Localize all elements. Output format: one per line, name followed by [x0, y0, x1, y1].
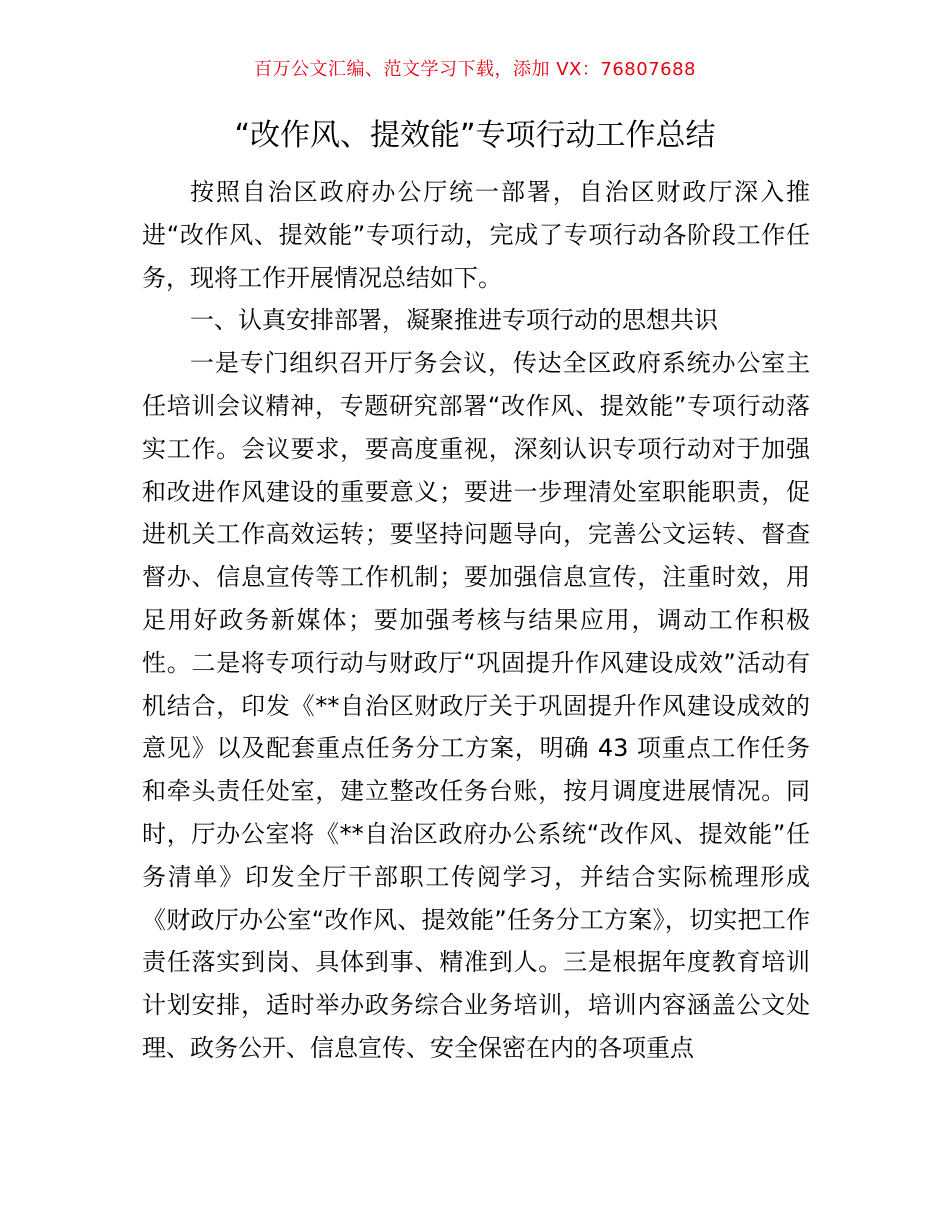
intro-paragraph: 按照自治区政府办公厅统一部署，自治区财政厅深入推进“改作风、提效能”专项行动，完成了专项行动各阶段工作任务，现将工作开展情况总结如下。: [142, 178, 810, 292]
body-paragraph: 一是专门组织召开厅务会议，传达全区政府系统办公室主任培训会议精神，专题研究部署“改作风、提效能”专项行动落实工作。会议要求，要高度重视，深刻认识专项行动对于加强和改进作风建设的重要意义；要进一步理清处室职能职责，促进机关工作高效运转；要坚持问题导向，完善公文运转、督查督办、信息宣传等工作机制；要加强信息宣传，注重时效，用足用好政务新媒体；要加强考核与结果应用，调动工作积极性。二是将专项行动与财政厅“巩固提升作风建设成效”活动有机结合，印发《**自治区财政厅关于巩固提升作风建设成效的意见》以及配套重点任务分工方案，明确 43 项重点工作任务和牵头责任处室，建立整改任务台账，按月调度进展情况。同时，厅办公室将《**自治区政府办公系统“改作风、提效能”任务清单》印发全厅干部职工传阅学习，并结合实际梳理形成《财政厅办公室“改作风、提效能”任务分工方案》，切实把工作责任落实到岗、具体到事、精准到人。三是根据年度教育培训计划安排，适时举办政务综合业务培训，培训内容涵盖公文处理、政务公开、信息宣传、安全保密在内的各项重点: [142, 349, 810, 1062]
watermark-banner: 百万公文汇编、范文学习下载，添加 VX：76807688: [254, 59, 696, 80]
section-heading: 一、认真安排部署，凝聚推进专项行动的思想共识: [190, 306, 718, 335]
document-body: [142, 171, 810, 1070]
document-title: “改作风、提效能”专项行动工作总结: [234, 118, 716, 153]
